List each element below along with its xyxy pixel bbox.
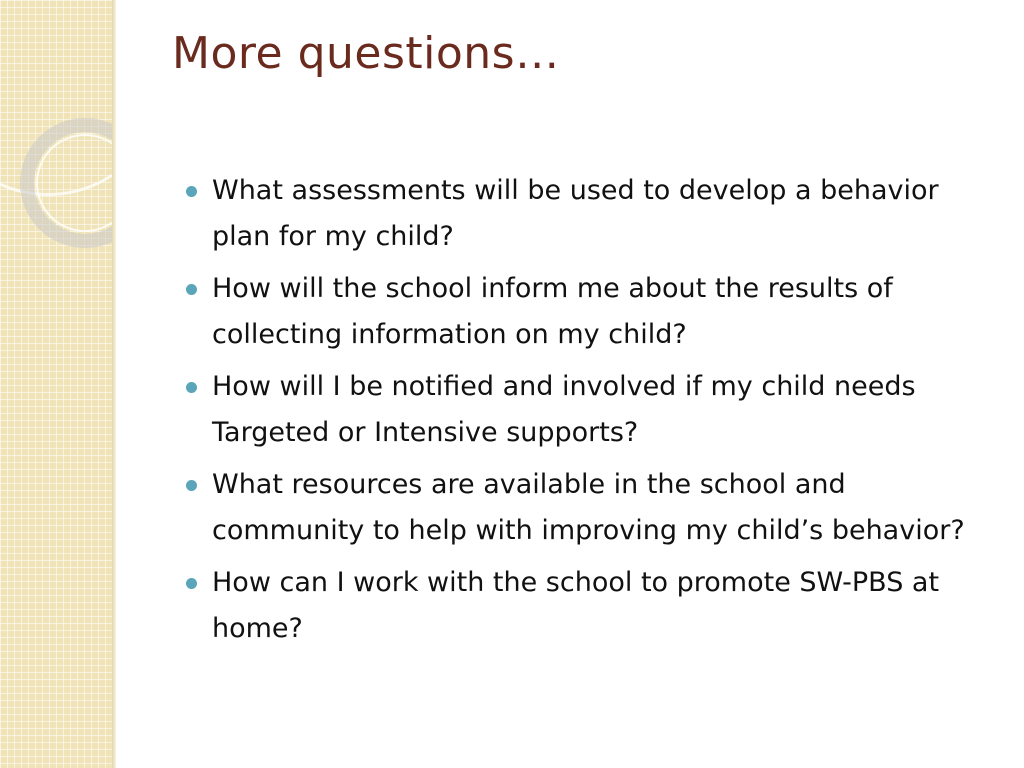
bullet-item [186,560,996,652]
bullet-text: What resources are available in the school and community to help with improving my child’s behavior? [212,469,965,546]
bullet-item [186,462,996,554]
bullet-dot-icon [186,480,197,491]
bullet-text: What assessments will be used to develop a behavior plan for my child? [212,175,939,252]
bullet-dot-icon [186,186,197,197]
bullet-dot-icon [186,382,197,393]
bullet-text: How can I work with the school to promote SW-PBS at home? [212,567,940,644]
bullet-dot-icon [186,284,197,295]
slide-title: More questions… [172,28,560,79]
strip-edge-divider [112,0,116,768]
bullet-item [186,364,996,456]
bullet-text: How will I be notified and involved if my child needs Targeted or Intensive supports? [212,371,916,448]
bullet-item [186,266,996,358]
bullet-dot-icon [186,578,197,589]
decorative-side-strip [0,0,112,768]
bullet-item [186,168,996,260]
bullet-text: How will the school inform me about the results of collecting information on my child? [212,273,893,350]
bullet-list [186,168,996,658]
